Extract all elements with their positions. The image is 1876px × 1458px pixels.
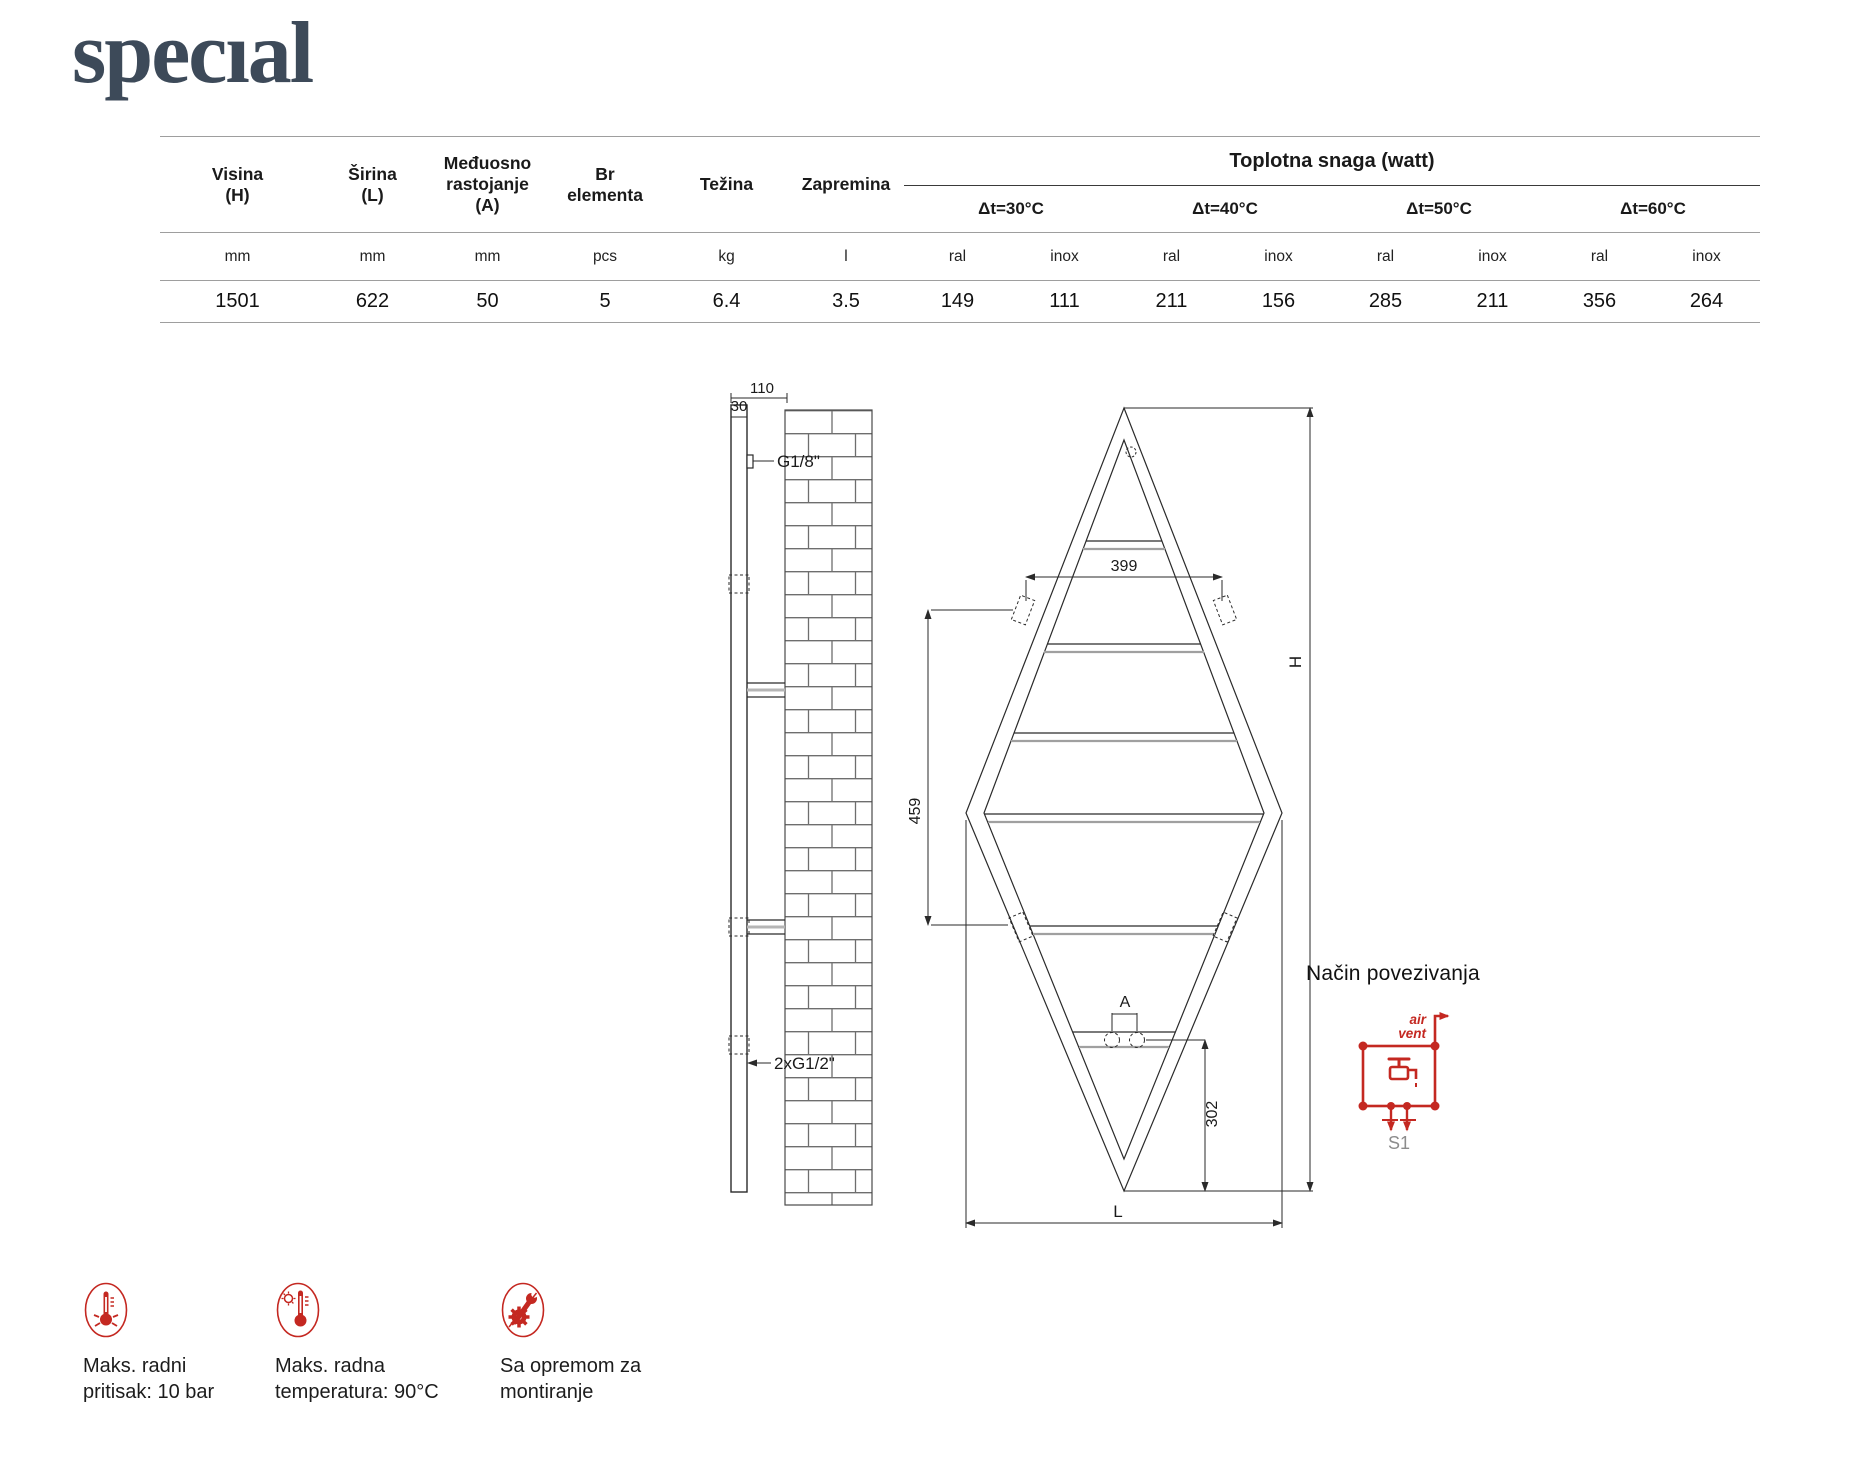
feature-caption: Maks. radni pritisak: 10 bar: [83, 1355, 215, 1403]
unit-cell: inox: [1692, 247, 1721, 265]
dt-header-row: [904, 186, 1760, 232]
value-cell: 111: [1049, 290, 1080, 312]
value-cell: 264: [1689, 290, 1724, 312]
faucet-icon: [1389, 1059, 1416, 1087]
unit-cell: l: [844, 247, 848, 265]
front-view-radiator: [966, 408, 1282, 1191]
corner-plug: [1359, 1102, 1368, 1111]
air-vent-label-line2: vent: [1398, 1026, 1426, 1041]
col-header-tezina: Težina: [699, 174, 754, 194]
col-header-medjuosno: Međuosno rastojanje (A): [443, 153, 532, 215]
side-view-wall: [785, 410, 872, 1205]
mounting-equipment-icon: [500, 1281, 546, 1339]
vent-fitting: [747, 455, 753, 468]
mounting-bracket: [1009, 595, 1237, 942]
side-view-radiator-profile: [729, 405, 785, 1192]
air-vent-port: [1126, 447, 1136, 457]
connection-scheme-s1-icon: [1338, 1000, 1468, 1152]
circuit-square: [1363, 1046, 1435, 1106]
brand-logo: [72, 5, 313, 102]
vent-thread-label: G1/8": [777, 452, 820, 471]
scheme-variant-label: S1: [1387, 1133, 1411, 1152]
dim-302-label: 302: [1204, 1100, 1221, 1128]
max-pressure-icon: [83, 1281, 129, 1339]
watt-group-title: Toplotna snaga (watt): [904, 137, 1760, 186]
value-cell: 356: [1582, 290, 1617, 312]
connection-method-heading: Način povezivanja: [1306, 962, 1480, 985]
value-cell: 211: [1155, 290, 1188, 312]
value-cell: 211: [1476, 290, 1509, 312]
air-vent-label-line1: air: [1409, 1012, 1426, 1027]
bottom-port: [1403, 1102, 1411, 1110]
unit-cell: inox: [1050, 247, 1079, 265]
value-cell: 285: [1368, 290, 1403, 312]
dt-60-header: Δt=60°C: [1620, 199, 1686, 218]
corner-plug: [1359, 1042, 1368, 1051]
max-temperature-icon: [275, 1281, 321, 1339]
feature-max-temperature: [275, 1281, 515, 1405]
unit-cell: mm: [224, 247, 251, 265]
wall-bracket: [747, 920, 785, 934]
col-header-zapremina: Zapremina: [801, 174, 891, 194]
unit-cell: mm: [474, 247, 501, 265]
unit-cell: ral: [1162, 247, 1181, 265]
logo-letter-i: ı: [225, 5, 248, 102]
unit-cell: pcs: [592, 247, 618, 265]
value-cell: 156: [1261, 290, 1296, 312]
wall-bracket: [747, 683, 785, 697]
feature-mounting-equipment: [500, 1281, 740, 1405]
unit-cell: ral: [1376, 247, 1395, 265]
dim-h-label: H: [1286, 655, 1305, 669]
dim-l-label: L: [1113, 1202, 1123, 1221]
values-row: [160, 281, 1760, 323]
connection-port: [1105, 1033, 1120, 1048]
logo-text-post: al: [247, 5, 313, 102]
dt-30-header: Δt=30°C: [978, 199, 1044, 218]
logo-text-pre: spec: [72, 5, 226, 102]
dim-399-label: 399: [1110, 558, 1138, 575]
feature-caption: Sa opremom za montiranje: [500, 1355, 642, 1403]
col-header-sirina: Širina (L): [348, 163, 397, 205]
connection-thread-label: 2xG1/2": [774, 1054, 835, 1073]
air-vent-arrow: [1435, 1016, 1448, 1042]
feature-caption: Maks. radna temperatura: 90°C: [275, 1355, 439, 1403]
col-header-visina: Visina (H): [211, 163, 264, 205]
col-header-br-elementa: Br elementa: [567, 163, 643, 205]
spec-table-header: [160, 137, 1760, 233]
value-cell: 3.5: [832, 290, 860, 312]
dt-50-header: Δt=50°C: [1406, 199, 1472, 218]
value-cell: 149: [940, 290, 975, 312]
watt-group: [904, 137, 1760, 232]
connection-port: [1130, 1033, 1145, 1048]
value-cell: 5: [599, 290, 611, 312]
dim-30-label: 30: [730, 398, 748, 415]
unit-cell: ral: [1590, 247, 1609, 265]
corner-plug: [1431, 1102, 1440, 1111]
dim-a-label: A: [1119, 994, 1131, 1011]
units-row: [160, 233, 1760, 281]
unit-cell: ral: [948, 247, 967, 265]
unit-cell: mm: [359, 247, 386, 265]
radiator-crossbars: [984, 541, 1264, 1047]
value-cell: 6.4: [712, 290, 741, 312]
bottom-port: [1387, 1102, 1395, 1110]
unit-cell: inox: [1478, 247, 1507, 265]
dt-40-header: Δt=40°C: [1192, 199, 1258, 218]
corner-plug: [1431, 1042, 1440, 1051]
dim-110-label: 110: [750, 380, 774, 397]
value-cell: 622: [355, 290, 390, 312]
spec-table: [160, 136, 1760, 323]
unit-cell: inox: [1264, 247, 1293, 265]
dim-459-label: 459: [907, 797, 924, 825]
value-cell: 50: [476, 290, 499, 312]
unit-cell: kg: [718, 247, 735, 265]
technical-drawing: [580, 330, 1340, 1250]
value-cell: 1501: [215, 290, 260, 312]
